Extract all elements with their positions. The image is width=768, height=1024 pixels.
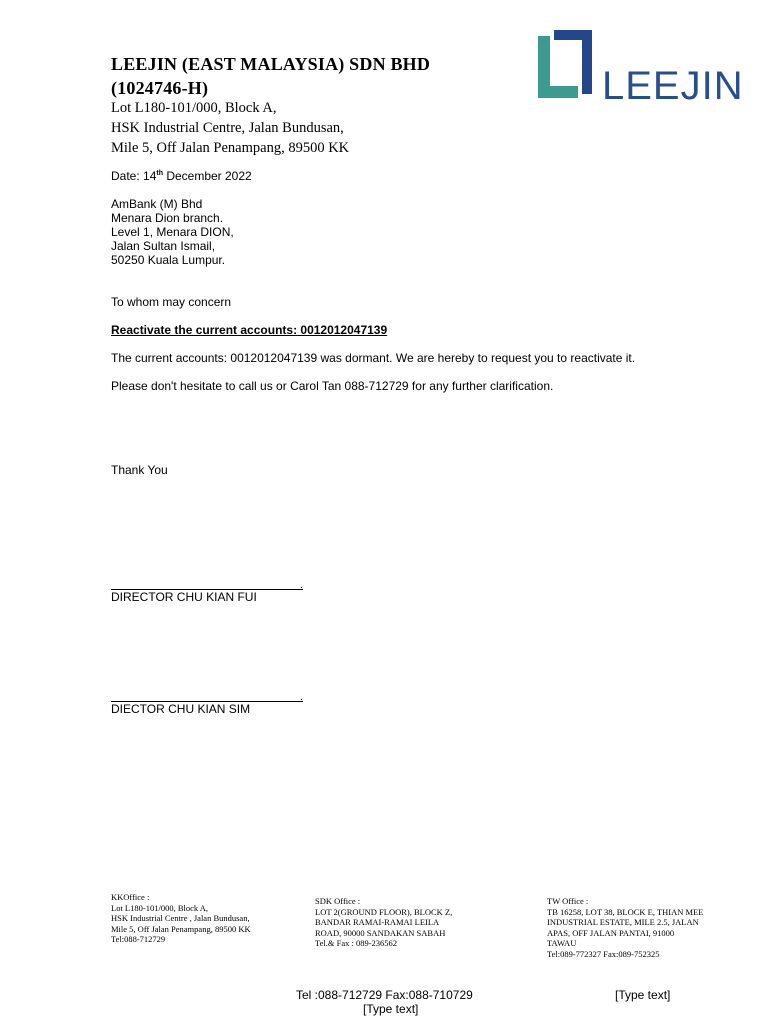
date-prefix: Date: 14 xyxy=(111,169,157,183)
signature-dot: . xyxy=(300,580,303,591)
letter-date xyxy=(111,169,252,183)
office-line: Tel:088-712729 xyxy=(111,934,166,944)
logo-wordmark: LEEJIN xyxy=(602,64,744,108)
closing: Thank You xyxy=(111,463,168,477)
office-line: BANDAR RAMAI-RAMAI LEILA xyxy=(315,917,440,927)
company-address xyxy=(111,98,349,158)
recipient-line: 50250 Kuala Lumpur. xyxy=(111,253,226,267)
recipient-line: Menara Dion branch. xyxy=(111,211,224,225)
footer-placeholder-right: [Type text] xyxy=(615,988,671,1002)
signatory-name: DIECTOR CHU KIAN SIM xyxy=(111,702,251,716)
office-line: HSK Industrial Centre , Jalan Bundusan, xyxy=(111,913,250,923)
office-sdk xyxy=(315,896,452,949)
office-tw xyxy=(547,896,703,959)
office-line: INDUSTRIAL ESTATE, MILE 2.5, JALAN xyxy=(547,917,699,927)
footer-placeholder-center: [Type text] xyxy=(363,1002,419,1016)
office-line: KKOffice : xyxy=(111,892,150,902)
footer-contact: Tel :088-712729 Fax:088-710729 xyxy=(296,988,473,1002)
company-name-line1: LEEJIN (EAST MALAYSIA) SDN BHD xyxy=(111,54,431,74)
date-suffix: th xyxy=(156,170,163,177)
office-kk xyxy=(111,892,251,945)
signatory-name: DIRECTOR CHU KIAN FUI xyxy=(111,590,257,604)
signature-dot: . xyxy=(300,692,303,703)
letter-subject: Reactivate the current accounts: 0012012047139 xyxy=(111,323,388,337)
office-line: Tel:089-772327 Fax:089-752325 xyxy=(547,948,660,959)
office-line: SDK Office : xyxy=(315,896,361,906)
recipient-line: Jalan Sultan Ismail, xyxy=(111,239,216,253)
company-registration: (1024746-H) xyxy=(111,78,209,98)
office-line: Mile 5, Off Jalan Penampang, 89500 KK xyxy=(111,923,251,934)
company-name xyxy=(111,52,430,100)
company-address-line: Mile 5, Off Jalan Penampang, 89500 KK xyxy=(111,140,350,156)
office-line: TW Office : xyxy=(547,896,589,906)
recipient-line: Level 1, Menara DION, xyxy=(111,225,234,239)
recipient-line: AmBank (M) Bhd xyxy=(111,197,203,211)
office-line: Lot L180-101/000, Block A, xyxy=(111,902,209,913)
office-line: APAS, OFF JALAN PANTAI, 91000 xyxy=(547,927,675,938)
date-rest: December 2022 xyxy=(162,169,252,183)
office-line: ROAD, 90000 SANDAKAN SABAH xyxy=(315,927,446,938)
office-line: TAWAU xyxy=(547,938,577,948)
office-line: Tel.& Fax : 089-236562 xyxy=(315,938,398,948)
recipient-address xyxy=(111,197,234,267)
office-line: TB 16258, LOT 38, BLOCK E, THIAN MEE xyxy=(547,906,704,917)
letter-paragraph: The current accounts: 0012012047139 was dormant. We are hereby to request you to reactivate it. xyxy=(111,351,636,365)
company-address-line: HSK Industrial Centre, Jalan Bundusan, xyxy=(111,120,344,136)
letter-paragraph: Please don't hesitate to call us or Carol Tan 088-712729 for any further clarification. xyxy=(111,379,554,393)
salutation: To whom may concern xyxy=(111,295,232,309)
office-line: LOT 2(GROUND FLOOR), BLOCK Z, xyxy=(315,906,453,917)
company-address-line: Lot L180-101/000, Block A, xyxy=(111,100,277,116)
